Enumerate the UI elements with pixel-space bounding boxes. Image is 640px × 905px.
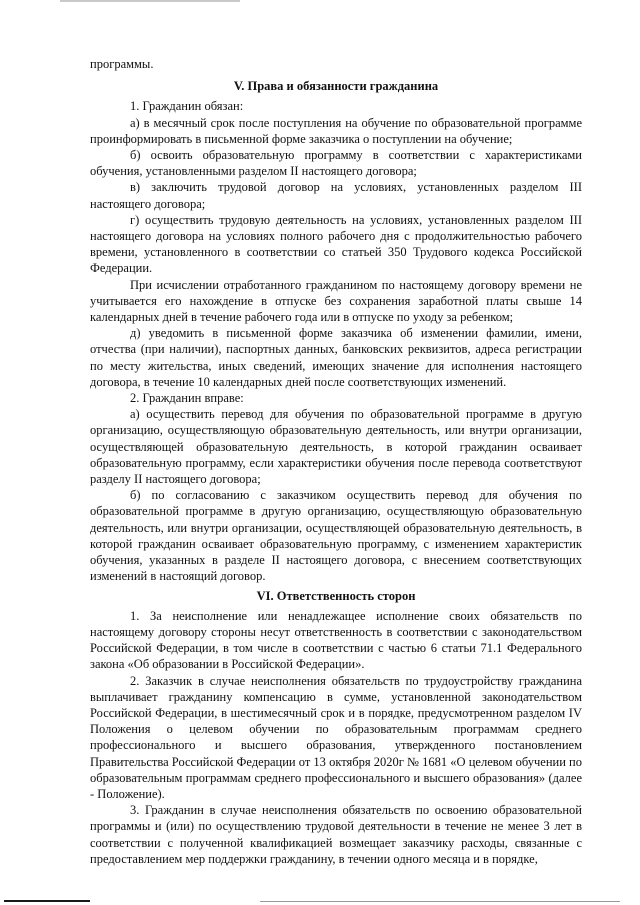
section-5-paragraph-4: в) заключить трудовой договор на условиях, установленных разделом III настоящего договора; xyxy=(90,180,582,211)
section-6-heading: VI. Ответственность сторон xyxy=(256,588,416,603)
section-5-paragraph-3: б) освоить образовательную программу в соответствии с характеристиками обучения, установленными разделом II настоящего договора; xyxy=(90,148,582,179)
section-5-paragraph-8: 2. Гражданин вправе: xyxy=(130,391,244,406)
section-5-paragraph-7: д) уведомить в письменной форме заказчика об изменении фамилии, имени, отчества (при наличии), паспортных данных, банковских реквизитов, адреса регистрации по месту жительства, иных сведений, имеющих значение для исполнения настоящего договора, в течение 10 календарных дней после соответствующих изменений. xyxy=(90,326,582,389)
section-5-paragraph-2: а) в месячный срок после поступления на обучение по образовательной программе проинформировать в письменной форме заказчика о поступлении на обучение; xyxy=(90,115,582,146)
section-6-paragraph-1: 1. За неисполнение или ненадлежащее исполнение своих обязательств по настоящему договору стороны несут ответственность в соответствии с законодательством Российской Федерации, в том числе в соответствии с частью 6 статьи 71.1 Федерального закона «Об образовании в Российской Федерации». xyxy=(90,608,582,672)
continuation-text: программы. xyxy=(90,57,154,71)
scan-edge-bottom-right xyxy=(260,901,620,902)
scan-edge-top xyxy=(60,0,240,2)
section-5-paragraph-5: г) осуществить трудовую деятельность на условиях, установленных разделом III настоящего договора на условиях полного рабочего дня с продолжительностью рабочего времени, установленного в соответствии со статьей 350 Трудового кодекса Российской Федерации. xyxy=(90,212,582,276)
document-page xyxy=(90,56,582,867)
scan-edge-bottom-left xyxy=(4,900,90,902)
section-5-paragraph-9: а) осуществить перевод для обучения по образовательной программе в другую организацию, осуществляющую образовательную деятельность, или внутри организации, осуществляющей образовательную деятельность, в которой гражданин осваивает образовательную программу, если характеристики обучения после перевода соответствуют разделу II настоящего договора; xyxy=(90,407,582,487)
section-6-paragraph-2: 2. Заказчик в случае неисполнения обязательств по трудоустройству гражданина выплачивает гражданину компенсацию в сумме, установленной законодательством Российской Федерации, в шестимесячный срок и в порядке, предусмотренном разделом IV Положения о целевом обучении по образовательным программам среднего профессионального и высшего образования, утвержденного постановлением Правительства Российской Федерации от 13 октября 2020г № 1681 «О целевом обучении по образовательным программам среднего профессионального и высшего образования» (далее - Положение). xyxy=(90,673,582,801)
section-6-paragraph-3: 3. Гражданин в случае неисполнения обязательств по освоению образовательной программы и (или) по осуществлению трудовой деятельности в течение не менее 3 лет в соответствии с полученной квалификацией возмещает заказчику расходы, связанные с предоставлением мер поддержки гражданину, в течении одного месяца и в порядке, xyxy=(90,803,582,866)
section-5-paragraph-10: б) по согласованию с заказчиком осуществить перевод для обучения по образовательной программе в другую организацию, осуществляющую образовательную деятельность, или внутри организации, осуществляющей образовательную деятельность, в которой гражданин осваивает образовательную программу, с изменением характеристик обучения, указанных в разделе II настоящего договора, с внесением соответствующих изменений в настоящий договор. xyxy=(90,488,582,584)
section-5-heading: V. Права и обязанности гражданина xyxy=(233,79,439,94)
section-5-paragraph-1: 1. Гражданин обязан: xyxy=(130,99,244,114)
section-5-paragraph-6: При исчислении отработанного гражданином по настоящему договору времени не учитывается его нахождение в отпуске без сохранения заработной платы свыше 14 календарных дней в течение рабочего года или в отпуске по уходу за ребенком; xyxy=(90,277,582,325)
